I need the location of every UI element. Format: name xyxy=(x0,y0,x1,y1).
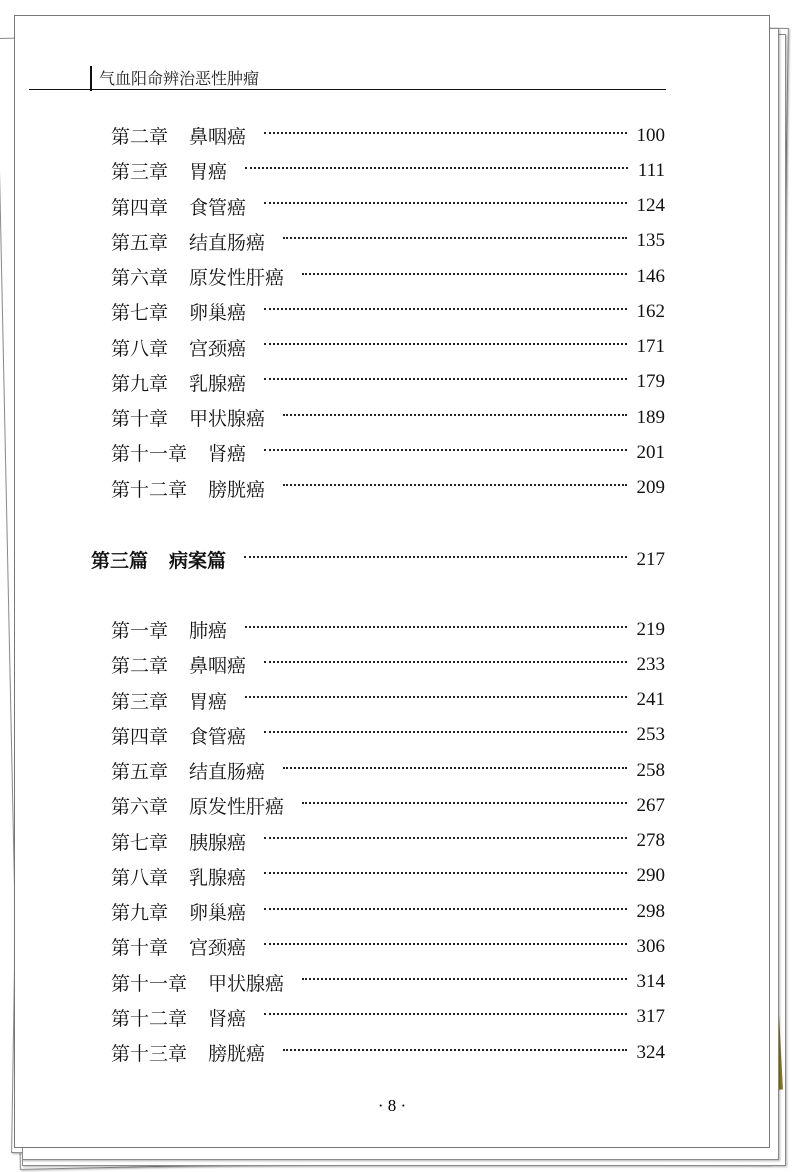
dot-leader xyxy=(264,132,626,134)
dot-leader xyxy=(283,237,626,239)
dot-leader xyxy=(264,872,626,874)
page-number: 278 xyxy=(636,830,665,852)
dot-leader xyxy=(245,167,628,169)
page-number: 201 xyxy=(636,441,665,463)
toc-part-heading[interactable] xyxy=(91,542,665,577)
dot-leader xyxy=(264,449,626,451)
chapter-title: 胃癌 xyxy=(189,690,228,713)
dot-leader xyxy=(264,661,626,663)
page-number: 258 xyxy=(636,759,665,781)
chapter-label: 第八章 xyxy=(111,337,169,360)
page-folio: · 8 · xyxy=(377,1096,407,1115)
chapter-title: 食管癌 xyxy=(189,725,247,748)
toc-entry[interactable] xyxy=(111,894,665,929)
chapter-label: 第七章 xyxy=(111,831,169,854)
toc-entry[interactable] xyxy=(111,647,665,682)
chapter-title: 膀胱癌 xyxy=(208,478,266,501)
page-number: 233 xyxy=(636,653,665,675)
toc-entry[interactable] xyxy=(111,330,665,365)
toc-entry[interactable] xyxy=(111,718,665,753)
toc-entry[interactable] xyxy=(111,929,665,964)
toc-entry[interactable] xyxy=(111,683,665,718)
chapter-label: 第三章 xyxy=(111,161,169,184)
page-number: 162 xyxy=(636,300,665,322)
chapter-title: 甲状腺癌 xyxy=(189,408,266,431)
chapter-label: 第十一章 xyxy=(111,972,188,995)
page-number: 189 xyxy=(636,406,665,428)
dot-leader xyxy=(264,943,626,945)
toc-entry[interactable] xyxy=(111,400,665,435)
chapter-label: 第十一章 xyxy=(111,443,188,466)
dot-leader xyxy=(283,767,626,769)
chapter-title: 胃癌 xyxy=(189,161,228,184)
chapter-title: 宫颈癌 xyxy=(189,337,247,360)
chapter-title: 胰腺癌 xyxy=(189,831,247,854)
toc-page xyxy=(14,15,770,1148)
toc-entry[interactable] xyxy=(111,435,665,470)
toc-list-part3 xyxy=(111,612,665,1070)
toc-entry[interactable] xyxy=(111,1035,665,1070)
chapter-label: 第一章 xyxy=(111,620,169,643)
chapter-label: 第五章 xyxy=(111,761,169,784)
toc-entry[interactable] xyxy=(111,224,665,259)
page-number: 317 xyxy=(636,1006,665,1028)
page-number: 179 xyxy=(636,371,665,393)
part-label: 第三篇 xyxy=(91,550,149,573)
dot-leader xyxy=(264,308,626,310)
chapter-title: 宫颈癌 xyxy=(189,937,247,960)
chapter-label: 第六章 xyxy=(111,267,169,290)
chapter-label: 第九章 xyxy=(111,902,169,925)
chapter-label: 第二章 xyxy=(111,655,169,678)
page-number: 124 xyxy=(636,195,665,217)
toc-entry[interactable] xyxy=(111,153,665,188)
chapter-title: 结直肠癌 xyxy=(189,231,266,254)
chapter-label: 第三章 xyxy=(111,690,169,713)
chapter-label: 第十章 xyxy=(111,408,169,431)
page-number: 314 xyxy=(636,971,665,993)
toc-entry[interactable] xyxy=(111,259,665,294)
toc-entry[interactable] xyxy=(111,859,665,894)
page-number: 324 xyxy=(636,1041,665,1063)
chapter-title: 肾癌 xyxy=(208,1007,247,1030)
page-number: 111 xyxy=(637,159,665,181)
dot-leader xyxy=(245,626,626,628)
toc-entry[interactable] xyxy=(111,294,665,329)
page-number: 219 xyxy=(636,618,665,640)
chapter-title: 甲状腺癌 xyxy=(208,972,285,995)
page-number: 100 xyxy=(636,124,665,146)
dot-leader xyxy=(245,696,626,698)
dot-leader xyxy=(283,484,626,486)
page-number: 171 xyxy=(636,336,665,358)
chapter-label: 第十章 xyxy=(111,937,169,960)
chapter-title: 原发性肝癌 xyxy=(189,796,285,819)
toc-entry[interactable] xyxy=(111,788,665,823)
part-title: 病案篇 xyxy=(169,550,227,573)
page-number: 241 xyxy=(636,689,665,711)
chapter-title: 鼻咽癌 xyxy=(189,126,247,149)
chapter-label: 第四章 xyxy=(111,725,169,748)
toc-entry[interactable] xyxy=(111,753,665,788)
running-header: 气血阳命辨治恶性肿瘤 xyxy=(99,69,260,88)
page-number: 267 xyxy=(636,794,665,816)
chapter-title: 肾癌 xyxy=(208,443,247,466)
chapter-title: 膀胱癌 xyxy=(208,1043,266,1066)
chapter-title: 结直肠癌 xyxy=(189,761,266,784)
chapter-label: 第九章 xyxy=(111,372,169,395)
dot-leader xyxy=(264,1013,626,1015)
chapter-title: 鼻咽癌 xyxy=(189,655,247,678)
toc-entry[interactable] xyxy=(111,365,665,400)
dot-leader xyxy=(244,556,626,558)
chapter-title: 乳腺癌 xyxy=(189,866,247,889)
chapter-label: 第七章 xyxy=(111,302,169,325)
chapter-label: 第十三章 xyxy=(111,1043,188,1066)
dot-leader xyxy=(264,908,626,910)
chapter-label: 第二章 xyxy=(111,126,169,149)
chapter-label: 第十二章 xyxy=(111,478,188,501)
page-number: 209 xyxy=(636,477,665,499)
toc-entry[interactable] xyxy=(111,824,665,859)
toc-list-part2 xyxy=(111,118,665,506)
dot-leader xyxy=(264,202,626,204)
page-number: 306 xyxy=(636,935,665,957)
dot-leader xyxy=(264,837,626,839)
chapter-label: 第十二章 xyxy=(111,1007,188,1030)
chapter-title: 乳腺癌 xyxy=(189,372,247,395)
chapter-label: 第八章 xyxy=(111,866,169,889)
page-number: 253 xyxy=(636,724,665,746)
toc-entry[interactable] xyxy=(111,965,665,1000)
chapter-label: 第六章 xyxy=(111,796,169,819)
page-number: 135 xyxy=(636,230,665,252)
toc-entry[interactable] xyxy=(111,118,665,153)
chapter-title: 卵巢癌 xyxy=(189,302,247,325)
page-number: 217 xyxy=(636,548,665,570)
chapter-title: 肺癌 xyxy=(189,620,228,643)
header-rule xyxy=(29,89,666,90)
dot-leader xyxy=(302,978,626,980)
dot-leader xyxy=(264,343,626,345)
toc-entry[interactable] xyxy=(111,612,665,647)
page-number: 146 xyxy=(636,265,665,287)
chapter-title: 食管癌 xyxy=(189,196,247,219)
dot-leader xyxy=(264,378,626,380)
dot-leader xyxy=(283,414,626,416)
toc-entry[interactable] xyxy=(111,471,665,506)
page-number: 290 xyxy=(636,865,665,887)
dot-leader xyxy=(264,731,626,733)
chapter-title: 卵巢癌 xyxy=(189,902,247,925)
toc-entry[interactable] xyxy=(111,189,665,224)
page-number: 298 xyxy=(636,900,665,922)
chapter-label: 第四章 xyxy=(111,196,169,219)
dot-leader xyxy=(302,802,626,804)
chapter-title: 原发性肝癌 xyxy=(189,267,285,290)
toc-entry[interactable] xyxy=(111,1000,665,1035)
chapter-label: 第五章 xyxy=(111,231,169,254)
dot-leader xyxy=(302,273,626,275)
dot-leader xyxy=(283,1049,626,1051)
